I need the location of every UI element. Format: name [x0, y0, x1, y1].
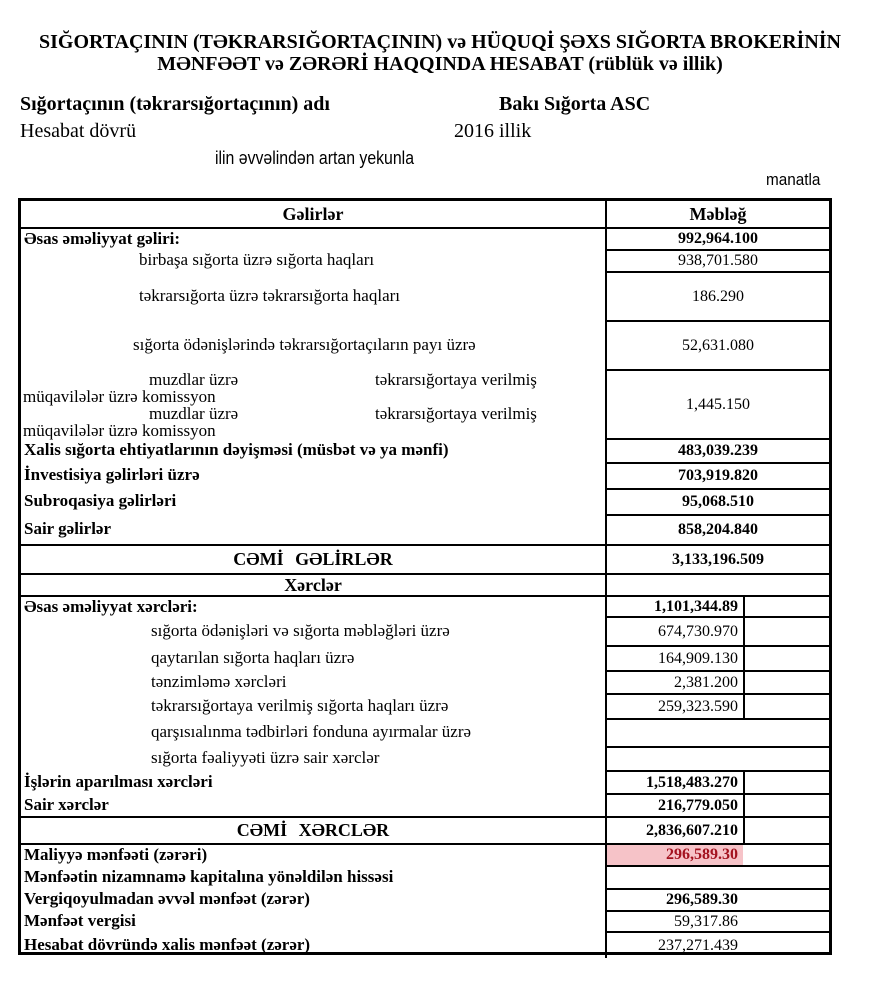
report-title-line1: SIĞORTAÇININ (TƏKRARSIĞORTAÇININ) və HÜQUQİ ŞƏXS SIĞORTA BROKERİNİN: [38, 31, 841, 53]
table-row: [21, 746, 829, 770]
table-row: [21, 320, 829, 369]
table-row: [21, 227, 829, 249]
row-label: qaytarılan sığorta haqları üzrə: [151, 647, 355, 667]
expenses-section-header-row: [21, 573, 829, 595]
table-row: [21, 718, 829, 746]
table-row: [21, 271, 829, 320]
table-row: [21, 910, 829, 931]
row-amount: 992,964.100: [605, 229, 829, 249]
table-row: [21, 931, 829, 958]
row-label: Sair xərclər: [24, 794, 109, 814]
highlighted-value: 296,589.30: [607, 845, 743, 865]
row-amount: 3,133,196.509: [605, 546, 829, 573]
row-amount: 59,317.86: [605, 910, 829, 931]
row-label: İnvestisiya gəlirləri üzrə: [24, 465, 200, 485]
total-income-row: [21, 544, 829, 573]
row-label: sığorta ödənişləri və sığorta məbləğləri üzrə: [151, 620, 450, 640]
amount-column-header: Məbləğ: [605, 201, 829, 227]
row-label: təkrarsığorta üzrə təkrarsığorta haqları: [139, 285, 401, 305]
row-amount: 95,068.510: [605, 488, 829, 514]
row-label: tənzimləmə xərcləri: [151, 671, 287, 691]
row-label: Xərclər: [284, 574, 342, 595]
row-label: Vergiqoyulmadan əvvəl mənfəət (zərər): [24, 889, 310, 909]
table-row: [21, 514, 829, 544]
table-row: [21, 595, 829, 616]
row-amount: [605, 865, 829, 888]
row-amount: 1,518,483.270: [605, 770, 829, 793]
table-row: [21, 645, 829, 670]
row-amount: 1,445.150: [605, 369, 829, 438]
row-amount: [605, 575, 829, 595]
row-label: Xalis sığorta ehtiyatlarının dəyişməsi (müsbət və ya mənfi): [24, 440, 449, 460]
row-amount: 259,323.590: [605, 693, 829, 718]
row-label: Subroqasiya gəlirləri: [24, 491, 177, 511]
table-row: [21, 670, 829, 693]
row-label: sığorta ödənişlərində təkrarsığortaçıların payı üzrə: [133, 334, 476, 354]
row-amount: 2,381.200: [605, 670, 829, 693]
table-row: [21, 770, 829, 793]
insurer-name-label: Sığortaçının (təkrarsığortaçının) adı: [20, 93, 330, 115]
table-row: [21, 249, 829, 271]
row-amount: 703,919.820: [605, 462, 829, 488]
row-amount: 52,631.080: [605, 320, 829, 369]
row-amount: [605, 718, 829, 746]
cumulative-note: ilin əvvəlindən artan yekunla: [215, 148, 415, 168]
row-label: Əsas əməliyyat xərcləri:: [24, 596, 198, 616]
report-table: [18, 198, 832, 955]
row-amount: 1,101,344.89: [605, 597, 829, 616]
total-expenses-row: [21, 816, 829, 843]
table-row-commission: [21, 369, 829, 438]
row-amount: 164,909.130: [605, 645, 829, 670]
row-amount: 858,204.840: [605, 514, 829, 544]
income-column-header: Gəlirlər: [282, 203, 344, 224]
row-label: Maliyyə mənfəəti (zərəri): [24, 845, 208, 865]
row-label: birbaşa sığorta üzrə sığorta haqları: [139, 250, 375, 270]
row-label: CƏMİ XƏRCLƏR: [236, 820, 390, 841]
report-title-line2: MƏNFƏƏT və ZƏRƏRİ HAQQINDA HESABAT (rüblük və illik): [157, 53, 723, 75]
table-row: [21, 865, 829, 888]
row-label: təkrarsığortaya verilmiş sığorta haqları üzrə: [151, 695, 449, 715]
row-label: qarşısıalınma tədbirləri fonduna ayırmalar üzrə: [151, 722, 472, 742]
table-row: [21, 488, 829, 514]
table-row: [21, 888, 829, 910]
row-label: Mənfəətin nizamnamə kapitalına yönəldilən hissəsi: [24, 866, 394, 886]
row-amount: [605, 746, 829, 770]
table-row: [21, 793, 829, 816]
financial-profit-row: [21, 843, 829, 865]
row-amount: 483,039.239: [605, 438, 829, 462]
row-amount: 237,271.439: [605, 931, 829, 958]
row-label: Sair gəlirlər: [24, 519, 112, 539]
row-amount: 216,779.050: [605, 793, 829, 816]
row-label: İşlərin aparılması xərcləri: [24, 771, 213, 791]
row-label: Əsas əməliyyat gəliri:: [24, 229, 181, 249]
table-row: [21, 462, 829, 488]
table-row: [21, 438, 829, 462]
report-period-label: Hesabat dövrü: [20, 120, 137, 142]
row-amount: 296,589.30: [605, 888, 829, 910]
table-header-row: [21, 201, 829, 227]
row-label: muzdlar üzrə təkrarsığortaya verilmiş müqavilələr üzrə komissyon muzdlar üzrə təkrarsığortaya verilmiş müqavilələr üzrə komissyon: [23, 370, 537, 440]
row-amount: 938,701.580: [605, 249, 829, 271]
table-row: [21, 693, 829, 718]
row-amount: 186.290: [605, 271, 829, 320]
row-label: sığorta fəaliyyəti üzrə sair xərclər: [151, 748, 380, 768]
report-title: [0, 31, 880, 75]
row-amount: 674,730.970: [605, 616, 829, 645]
row-amount-highlighted: [605, 845, 829, 865]
row-label: Hesabat dövründə xalis mənfəət (zərər): [24, 934, 311, 954]
report-period-value: 2016 illik: [454, 120, 532, 142]
row-label: Mənfəət vergisi: [24, 910, 136, 930]
row-label: CƏMİ GƏLİRLƏR: [233, 549, 393, 570]
currency-note: manatla: [766, 170, 821, 189]
insurer-name-value: Bakı Sığorta ASC: [499, 93, 651, 115]
table-row: [21, 616, 829, 645]
row-amount: 2,836,607.210: [605, 818, 829, 843]
